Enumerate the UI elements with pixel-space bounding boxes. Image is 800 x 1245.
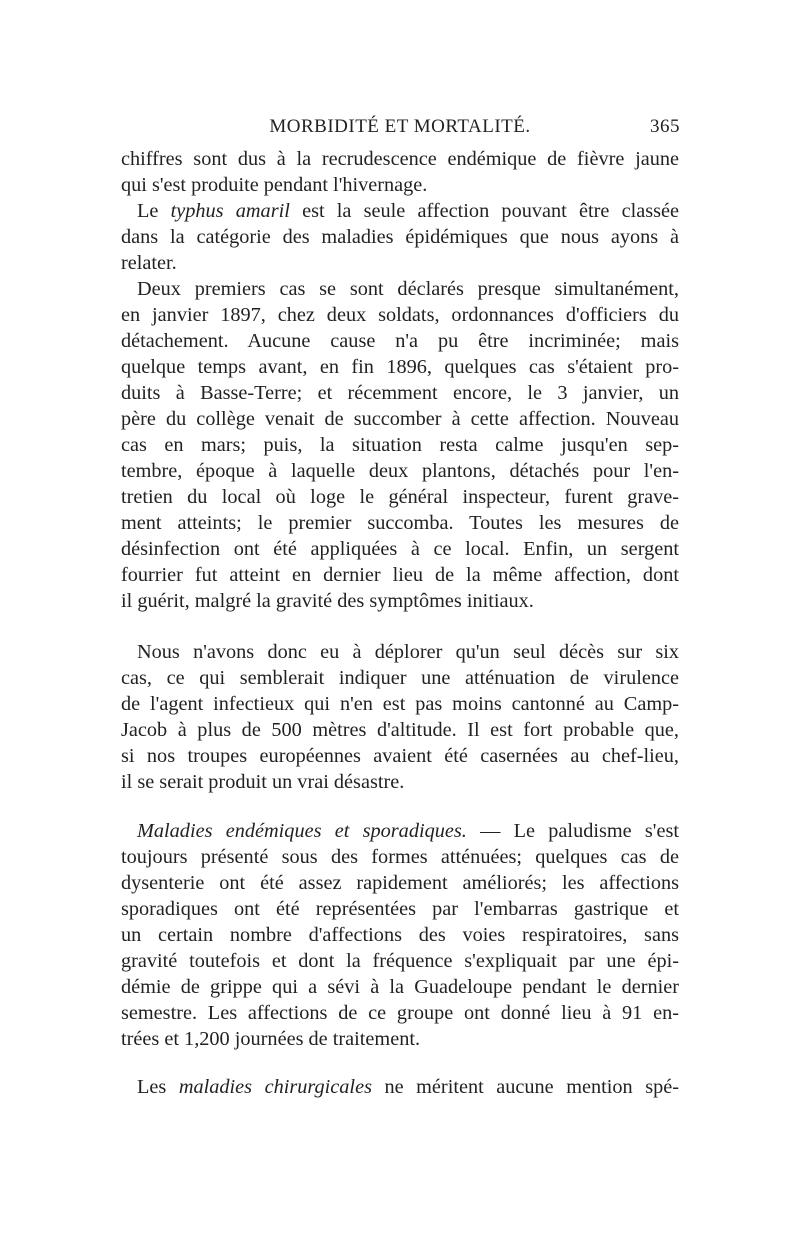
text-line: un certain nombre d'affections des voies respiratoires, sans — [121, 924, 679, 946]
paragraph-spacer — [121, 1052, 679, 1074]
text-line: chiffres sont dus à la recrudescence endémique de fièvre jaune — [121, 148, 679, 170]
italic-term: maladies chirurgicales — [178, 1076, 372, 1098]
text-line: il se serait produit un vrai désastre. — [121, 771, 405, 793]
text-line: ment atteints; le premier succomba. Toutes les mesures de — [121, 512, 679, 534]
text-line: détachement. Aucune cause n'a pu être incriminée; mais — [121, 330, 679, 352]
paragraph-4 — [121, 639, 679, 795]
paragraph-1 — [121, 146, 679, 198]
text-line: trées et 1,200 journées de traitement. — [121, 1028, 421, 1050]
italic-term: typhus amaril — [170, 200, 290, 222]
text-line: fourrier fut atteint en dernier lieu de la même affection, dont — [121, 564, 679, 586]
paragraph-spacer — [121, 614, 679, 639]
section-heading-italic: Maladies endémiques et sporadiques. — [137, 820, 467, 842]
running-title: MORBIDITÉ ET MORTALITÉ. — [269, 116, 531, 137]
text-line — [121, 1074, 679, 1100]
paragraph-6 — [121, 1074, 679, 1100]
body-text — [121, 146, 679, 1100]
paragraph-5 — [121, 818, 679, 1052]
text-segment: Les — [137, 1076, 179, 1098]
text-line: Deux premiers cas se sont déclarés presque simultanément, — [137, 278, 679, 300]
page-number: 365 — [650, 116, 680, 137]
paragraph-spacer — [121, 795, 679, 818]
text-line: sporadiques ont été représentées par l'embarras gastrique et — [121, 898, 679, 920]
text-line: relater. — [121, 252, 177, 274]
text-line — [121, 818, 679, 844]
text-line: dysenterie ont été assez rapidement améliorés; les affections — [121, 872, 679, 894]
paragraph-3 — [121, 276, 679, 614]
running-header — [120, 116, 680, 142]
text-segment: ne méritent aucune mention spé- — [371, 1076, 679, 1098]
paragraph-2 — [121, 198, 679, 276]
text-line: Le typhus amaril est la seule affection pouvant être classée — [137, 200, 679, 222]
text-line: il guérit, malgré la gravité des symptômes initiaux. — [121, 590, 534, 612]
text-line: Nous n'avons donc eu à déplorer qu'un seul décès sur six — [137, 641, 679, 663]
text-line: qui s'est produite pendant l'hivernage. — [121, 174, 428, 196]
text-line: semestre. Les affections de ce groupe ont donné lieu à 91 en- — [121, 1002, 679, 1024]
text-line: dans la catégorie des maladies épidémiques que nous ayons à — [121, 226, 679, 248]
text-line: cas, ce qui semblerait indiquer une atténuation de virulence — [121, 667, 679, 689]
text-line: tembre, époque à laquelle deux plantons, détachés pour l'en- — [121, 460, 679, 482]
text-line: gravité toutefois et dont la fréquence s'expliquait par une épi- — [121, 950, 679, 972]
text-line: duits à Basse-Terre; et récemment encore, le 3 janvier, un — [121, 382, 679, 404]
text-line: désinfection ont été appliquées à ce local. Enfin, un sergent — [121, 538, 679, 560]
text-line: démie de grippe qui a sévi à la Guadeloupe pendant le dernier — [121, 976, 679, 998]
text-line: toujours présenté sous des formes atténuées; quelques cas de — [121, 846, 679, 868]
text-segment: — Le paludisme s'est — [466, 820, 679, 842]
text-line: cas en mars; puis, la situation resta calme jusqu'en sep- — [121, 434, 679, 456]
text-line: quelque temps avant, en fin 1896, quelques cas s'étaient pro- — [121, 356, 679, 378]
text-line: père du collège venait de succomber à cette affection. Nouveau — [121, 408, 679, 430]
text-line: Jacob à plus de 500 mètres d'altitude. Il est fort probable que, — [121, 719, 679, 741]
text-line: tretien du local où loge le général inspecteur, furent grave- — [121, 486, 679, 508]
text-line: de l'agent infectieux qui n'en est pas moins cantonné au Camp- — [121, 693, 679, 715]
text-line: si nos troupes européennes avaient été casernées au chef-lieu, — [121, 745, 679, 767]
text-line: en janvier 1897, chez deux soldats, ordonnances d'officiers du — [121, 304, 679, 326]
